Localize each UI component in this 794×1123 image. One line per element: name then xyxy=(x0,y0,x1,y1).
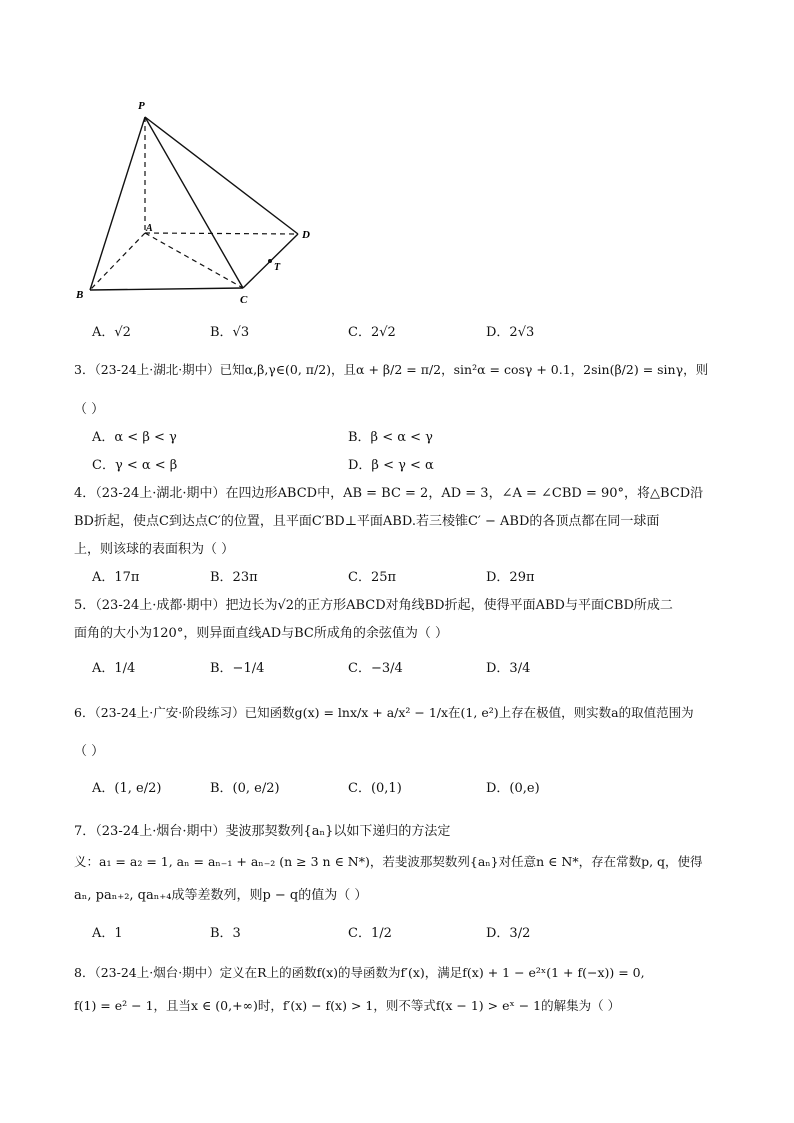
q5-option-a[interactable]: A．1/4 xyxy=(92,661,136,676)
q3-option-c[interactable]: C．γ < α < β xyxy=(92,458,178,473)
q8-stem-line2: f(1) = e² − 1，且当x ∈ (0,+∞)时，f′(x) − f(x) > 1，则不等式f(x − 1) > eˣ − 1的解集为（ ） xyxy=(74,998,621,1013)
q6-option-c[interactable]: C．(0,1) xyxy=(348,781,402,796)
q4-option-a[interactable]: A．17π xyxy=(92,570,140,585)
pyramid-figure xyxy=(70,95,330,310)
q6-option-a[interactable]: A．(1, e/2) xyxy=(92,781,162,796)
q3-answer-paren: （ ） xyxy=(74,402,105,417)
q7-stem-line2: 义：a₁ = a₂ = 1, aₙ = aₙ₋₁ + aₙ₋₂ (n ≥ 3 n ∈ N*)，若斐波那契数列{aₙ}对任意n ∈ N*，存在常数p, q，使得 xyxy=(74,854,703,869)
q3-option-a[interactable]: A．α < β < γ xyxy=(92,430,177,445)
q7-option-d[interactable]: D．3/2 xyxy=(486,926,531,941)
q4-option-c[interactable]: C．25π xyxy=(348,570,397,585)
q5-option-c[interactable]: C．−3/4 xyxy=(348,661,403,676)
q7-stem-line1: 7．（23-24上·烟台·期中）斐波那契数列{aₙ}以如下递归的方法定 xyxy=(74,824,451,839)
q4-option-b[interactable]: B．23π xyxy=(210,570,258,585)
q4-stem-line2: BD折起，使点C到达点C′的位置，且平面C′BD⊥平面ABD.若三棱锥C′ − ABD的各顶点都在同一球面 xyxy=(74,514,660,529)
q7-option-c[interactable]: C．1/2 xyxy=(348,926,392,941)
q8-stem-line1: 8．（23-24上·烟台·期中）定义在R上的函数f(x)的导函数为f′(x)，满足f(x) + 1 − e²ˣ(1 + f(−x)) = 0, xyxy=(74,965,645,980)
q2-option-c[interactable]: C．2√2 xyxy=(348,325,396,340)
q7-stem-line3: aₙ, paₙ₊₂, qaₙ₊₄成等差数列，则p − q的值为（ ） xyxy=(74,888,368,903)
q5-stem-line2: 面角的大小为120°，则异面直线AD与BC所成角的余弦值为（ ） xyxy=(74,626,448,641)
q4-option-d[interactable]: D．29π xyxy=(486,570,535,585)
q5-option-b[interactable]: B．−1/4 xyxy=(210,661,265,676)
q2-option-b[interactable]: B．√3 xyxy=(210,325,250,340)
q6-option-b[interactable]: B．(0, e/2) xyxy=(210,781,280,796)
q7-option-b[interactable]: B．3 xyxy=(210,926,241,941)
q5-option-d[interactable]: D．3/4 xyxy=(486,661,531,676)
label-d: D xyxy=(302,229,310,241)
q6-stem: 6．（23-24上·广安·阶段练习）已知函数g(x) = lnx/x + a/x² − 1/x在(1, e²)上存在极值，则实数a的取值范围为 xyxy=(74,705,694,720)
q7-option-a[interactable]: A．1 xyxy=(92,926,123,941)
q6-option-d[interactable]: D．(0,e) xyxy=(486,781,540,796)
q4-stem-line3: 上，则该球的表面积为（ ） xyxy=(74,542,235,557)
q4-stem-line1: 4．（23-24上·湖北·期中）在四边形ABCD中，AB = BC = 2，AD = 3，∠A = ∠CBD = 90°，将△BCD沿 xyxy=(74,486,704,501)
label-b: B xyxy=(76,289,84,301)
q5-stem-line1: 5．（23-24上·成都·期中）把边长为√2的正方形ABCD对角线BD折起，使得平面ABD与平面CBD所成二 xyxy=(74,598,673,613)
label-c: C xyxy=(240,294,248,306)
label-p: P xyxy=(138,100,145,112)
q3-option-d[interactable]: D．β < γ < α xyxy=(348,458,434,473)
label-t: T xyxy=(274,262,281,273)
label-a: A xyxy=(146,223,153,234)
q3-option-b[interactable]: B．β < α < γ xyxy=(348,430,433,445)
q2-option-a[interactable]: A．√2 xyxy=(92,325,131,340)
q6-answer-paren: （ ） xyxy=(74,744,105,759)
q3-stem: 3．（23-24上·湖北·期中）已知α,β,γ∈(0, π/2)，且α + β/2 = π/2，sin²α = cosγ + 0.1，2sin(β/2) = sinγ，则 xyxy=(74,362,709,377)
q2-option-d[interactable]: D．2√3 xyxy=(486,325,535,340)
